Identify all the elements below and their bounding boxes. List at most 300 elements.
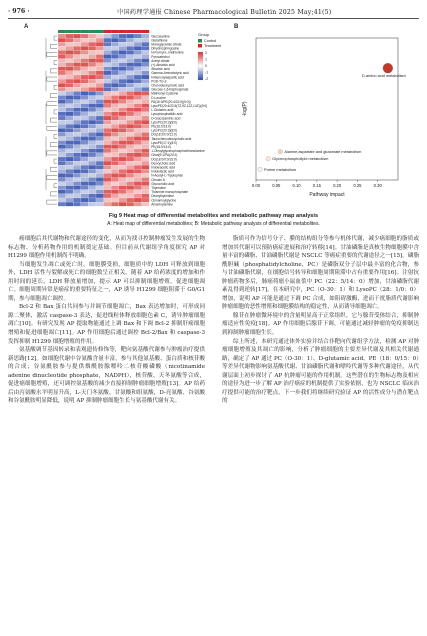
metabolite-label: Indoleacetic acid — [151, 165, 175, 170]
heatmap-cell — [104, 79, 112, 83]
point-label: Alanine,aspartate and glutamate metabolism — [284, 149, 362, 155]
heatmap-cell — [66, 91, 74, 95]
heatmap-cell — [73, 79, 81, 83]
heatmap-cell — [96, 178, 104, 182]
heatmap-cell — [81, 55, 89, 59]
heatmap-cell — [66, 108, 74, 112]
heatmap-cell — [88, 67, 96, 71]
heatmap-cell — [58, 153, 66, 157]
heatmap-cell — [96, 137, 104, 141]
heatmap-cell — [88, 83, 96, 87]
heatmap-cell — [134, 198, 142, 202]
heatmap-cell — [142, 198, 150, 202]
heatmap-cell — [142, 79, 150, 83]
heatmap-cell — [104, 178, 112, 182]
heatmap-cell — [73, 194, 81, 198]
metabolite-label: D-Leucine — [151, 95, 166, 100]
heatmap-cell — [134, 132, 142, 136]
heatmap-cell — [81, 141, 89, 145]
heatmap-cell — [142, 157, 150, 161]
group-bar-cell — [111, 30, 119, 33]
heatmap-cell — [111, 186, 119, 190]
heatmap-cell — [134, 67, 142, 71]
heatmap-cell — [134, 186, 142, 190]
heatmap-cell — [126, 34, 134, 38]
metabolite-label: Citrusin A — [151, 177, 165, 182]
heatmap-cell — [119, 91, 127, 95]
heatmap-cell — [119, 161, 127, 165]
heatmap-cell — [126, 169, 134, 173]
heatmap-cell — [111, 178, 119, 182]
heatmap-cell — [119, 38, 127, 42]
heatmap-cell — [58, 141, 66, 145]
heatmap-cell — [66, 46, 74, 50]
heatmap-cell — [119, 55, 127, 59]
heatmap-cell — [66, 186, 74, 190]
heatmap-cell — [142, 67, 150, 71]
heatmap-cell — [134, 63, 142, 67]
heatmap-cell — [73, 161, 81, 165]
heatmap-cell — [111, 63, 119, 67]
x-tick-label: 0.10 — [292, 183, 301, 188]
legend-swatch — [198, 39, 202, 43]
heatmap-cell — [88, 100, 96, 104]
heatmap-cell — [73, 116, 81, 120]
heatmap-cell — [126, 104, 134, 108]
heatmap-cell — [111, 194, 119, 198]
heatmap-cell — [58, 202, 66, 206]
heatmap-cell — [96, 173, 104, 177]
heatmap-cell — [66, 178, 74, 182]
heatmap-cell — [96, 59, 104, 63]
dendrogram-branch — [50, 93, 57, 97]
heatmap-cell — [58, 42, 66, 46]
metabolite-label: Taurochenodeoxycholic acid — [151, 136, 192, 141]
color-scale-tick: 1 — [205, 57, 207, 62]
heatmap-cell — [81, 46, 89, 50]
heatmap-cell — [81, 153, 89, 157]
heatmap-cell — [81, 132, 89, 136]
heatmap-cell — [142, 173, 150, 177]
heatmap-cell — [66, 145, 74, 149]
heatmap-cell — [126, 132, 134, 136]
heatmap-cell — [96, 75, 104, 79]
heatmap-cell — [111, 128, 119, 132]
heatmap-cell — [73, 75, 81, 79]
heatmap-cell — [119, 202, 127, 206]
heatmap-cell — [81, 116, 89, 120]
heatmap-cell — [111, 149, 119, 153]
heatmap-cell — [81, 96, 89, 100]
heatmap-cell — [126, 161, 134, 165]
heatmap-cell — [119, 194, 127, 198]
heatmap-cell — [96, 157, 104, 161]
heatmap-cell — [142, 128, 150, 132]
heatmap-cell — [96, 67, 104, 71]
heatmap-cell — [96, 153, 104, 157]
heatmap-cell — [88, 137, 96, 141]
group-bar-cell — [119, 30, 127, 33]
metabolite-label: Lysophosphatidic acid — [151, 112, 183, 117]
heatmap-cell — [104, 149, 112, 153]
heatmap-cell — [58, 34, 66, 38]
metabolite-label: Abscisic acid — [151, 67, 170, 72]
heatmap-cell — [126, 182, 134, 186]
dendrogram-branch — [50, 118, 57, 122]
paragraph: 腺苷在肿瘤微环境中的含量明显高于正常组织。它与腺苷受体结合，抑制肿瘤适应性免疫[18]。AP 作用细胞后腺苷下调，可能通过减轻肿瘤的免疫抑制达到抑制肿瘤细胞生长。 — [222, 312, 419, 337]
heatmap-cell — [58, 178, 66, 182]
heatmap-cell — [58, 67, 66, 71]
heatmap-cell — [104, 34, 112, 38]
heatmap-cell — [88, 112, 96, 116]
metabolite-label: Methionyl-Cysteine — [151, 91, 179, 96]
x-tick-label: 0.15 — [312, 183, 321, 188]
heatmap-cell — [81, 124, 89, 128]
dendrogram-branch — [54, 110, 57, 114]
dendrogram-branch — [47, 151, 57, 155]
heatmap-cell — [126, 173, 134, 177]
heatmap-cell — [142, 34, 150, 38]
heatmap-cell — [142, 124, 150, 128]
heatmap-cell — [134, 79, 142, 83]
heatmap-cell — [126, 124, 134, 128]
heatmap-cell — [96, 104, 104, 108]
heatmap-cell — [119, 157, 127, 161]
heatmap-cell — [142, 202, 150, 206]
metabolite-label: N-Formyl-L-methionine — [151, 50, 184, 55]
heatmap-cell — [81, 173, 89, 177]
heatmap-cell — [104, 38, 112, 42]
heatmap-cell — [111, 137, 119, 141]
heatmap-cell — [66, 132, 74, 136]
heatmap-cell — [73, 120, 81, 124]
heatmap-cell — [96, 46, 104, 50]
heatmap-cell — [88, 63, 96, 67]
heatmap-cell — [126, 145, 134, 149]
heatmap-cell — [81, 42, 89, 46]
heatmap-cell — [119, 42, 127, 46]
heatmap-cell — [126, 100, 134, 104]
heatmap-cell — [73, 42, 81, 46]
paragraph: 癌细胞后其代谢物和代谢途径的变化，从而为找寻控制肿瘤发生发展的生物标志物、分析药物作用的机制奠定基础。但目前从代谢组学角度探究 AP 对 H1299 细胞作用机制尚不明确。 — [8, 236, 205, 260]
heatmap-cell — [81, 67, 89, 71]
heatmap-cell — [142, 165, 150, 169]
heatmap-cell — [66, 79, 74, 83]
heatmap-cell — [119, 46, 127, 50]
heatmap-cell — [88, 149, 96, 153]
heatmap-cell — [134, 173, 142, 177]
heatmap-cell — [96, 190, 104, 194]
metabolite-label: DG(18:0/0:0/15:0) — [151, 157, 177, 162]
heatmap-cell — [58, 128, 66, 132]
group-bar-cell — [96, 30, 104, 33]
heatmap-cell — [66, 190, 74, 194]
heatmap-cell — [73, 137, 81, 141]
legend-swatch — [198, 44, 202, 48]
paragraph: 综上所述，本研究通过体外实验并结合非靶向代谢组学方法，检测 AP 对肿瘤细胞增殖及其凋亡的影响，分析了肿瘤细胞的主要差异代谢及其相关代谢通路，确定了 AP 通过 PC（O-30：1）、D-glutamic acid、PE（18：0/15：0）等差异代谢物影响氨基酸代谢、甘油磷脂代谢和嘌呤代谢等多种代谢途径，从代谢层面上初步探讨了 AP 抗肿瘤可能的作用机制。这些潜在的生物标志物及相应的途径为进一步了解 AP 治疗癌症的机制提供了实验依据，也为 NSCLC 临床治疗提供可能的治疗靶点。下一步我们将继续研究验证 AP 的活性成分与潜在靶点的 — [222, 338, 419, 405]
heatmap-cell — [142, 91, 150, 95]
dendrogram-branch — [50, 69, 57, 73]
heatmap-cell — [126, 112, 134, 116]
heatmap-cell — [58, 161, 66, 165]
heatmap-cell — [66, 165, 74, 169]
heatmap-cell — [73, 34, 81, 38]
heatmap-cell — [104, 91, 112, 95]
right-column — [222, 235, 419, 406]
heatmap-cell — [96, 91, 104, 95]
heatmap-cell — [134, 112, 142, 116]
heatmap-cell — [88, 132, 96, 136]
heatmap-cell — [66, 194, 74, 198]
heatmap-cell — [134, 59, 142, 63]
heatmap-cell — [88, 38, 96, 42]
group-bar-cell — [134, 30, 142, 33]
heatmap-cell — [66, 87, 74, 91]
heatmap-cell — [126, 75, 134, 79]
heatmap-cell — [111, 71, 119, 75]
heatmap-cell — [126, 108, 134, 112]
heatmap-cell — [126, 91, 134, 95]
group-bar-cell — [81, 30, 89, 33]
group-bar-cell — [58, 30, 66, 33]
heatmap-cell — [119, 128, 127, 132]
heatmap-cell — [104, 120, 112, 124]
heatmap-cell — [104, 145, 112, 149]
heatmap-cell — [66, 104, 74, 108]
running-header — [8, 4, 419, 19]
heatmap-cell — [104, 55, 112, 59]
metabolite-label: DG(18:2/0:0/12:0) — [151, 132, 177, 137]
heatmap-cell — [58, 83, 66, 87]
heatmap-cell — [142, 116, 150, 120]
heatmap-cell — [81, 190, 89, 194]
heatmap-cell — [73, 67, 81, 71]
paragraph: 当细胞发生凋亡或死亡时，细胞膜受损，细胞质中的 LDH 可释放到细胞外，LDH 活性与裂解或死亡的细胞数呈正相关。随着 AP 给药浓度的增加和作用时间的延长，LDH 释放量增加，提示 AP 可以抑制细胞增殖，促进细胞凋亡。细胞周期异常是癌症的重要特征之一，AP 诱导 H1299 细胞阻滞于 G0/G1 期，参与细胞凋亡调控。 — [8, 261, 205, 302]
heatmap-cell — [81, 75, 89, 79]
heatmap-cell — [134, 169, 142, 173]
heatmap-cell — [142, 120, 150, 124]
heatmap-cell — [126, 141, 134, 145]
heatmap-cell — [58, 112, 66, 116]
metabolite-label: LysoPC(20:3)(8:0) — [151, 120, 178, 125]
heatmap-cell — [73, 153, 81, 157]
heatmap-cell — [81, 38, 89, 42]
heatmap-cell — [73, 178, 81, 182]
heatmap-cell — [96, 87, 104, 91]
heatmap-cell — [66, 124, 74, 128]
heatmap-cell — [88, 128, 96, 132]
heatmap-cell — [119, 198, 127, 202]
x-tick-label: 0.30 — [373, 183, 382, 188]
heatmap-cell — [73, 108, 81, 112]
heatmap-cell — [73, 169, 81, 173]
heatmap-cell — [88, 145, 96, 149]
heatmap-cell — [126, 59, 134, 63]
heatmap-cell — [119, 186, 127, 190]
heatmap-cell — [66, 182, 74, 186]
heatmap-cell — [134, 91, 142, 95]
left-column — [8, 235, 205, 406]
heatmap-cell — [111, 141, 119, 145]
dendrogram-branch — [50, 44, 57, 48]
heatmap-cell — [81, 169, 89, 173]
heatmap-cell — [119, 137, 127, 141]
heatmap-cell — [126, 63, 134, 67]
heatmap-cell — [73, 124, 81, 128]
x-tick-label: 0.25 — [353, 183, 362, 188]
heatmap-cell — [134, 141, 142, 145]
heatmap-cell — [104, 137, 112, 141]
heatmap-cell — [88, 108, 96, 112]
heatmap-cell — [81, 91, 89, 95]
heatmap-cell — [142, 112, 150, 116]
heatmap-cell — [73, 59, 81, 63]
heatmap-cell — [126, 198, 134, 202]
heatmap-cell — [88, 75, 96, 79]
heatmap-cell — [88, 157, 96, 161]
heatmap-cell — [58, 104, 66, 108]
heatmap-cell — [96, 186, 104, 190]
heatmap-cell — [111, 165, 119, 169]
x-tick-label: 0.20 — [333, 183, 342, 188]
color-scale-tick: -2 — [205, 77, 209, 81]
metabolite-label: Deoxythymidine — [151, 194, 174, 199]
heatmap-cell — [66, 75, 74, 79]
pathway-scatter-plot — [238, 30, 408, 210]
heatmap-cell — [96, 124, 104, 128]
heatmap-cell — [96, 116, 104, 120]
heatmap-cell — [81, 161, 89, 165]
heatmap-cell — [111, 67, 119, 71]
heatmap-cell — [111, 42, 119, 46]
heatmap-cell — [66, 96, 74, 100]
figure-caption — [8, 213, 419, 227]
heatmap-cell — [142, 38, 150, 42]
heatmap-cell — [81, 104, 89, 108]
heatmap-cell — [58, 75, 66, 79]
heatmap-cell — [142, 169, 150, 173]
heatmap-cell — [134, 120, 142, 124]
heatmap-cell — [73, 104, 81, 108]
data-point — [278, 149, 282, 153]
heatmap-cell — [96, 169, 104, 173]
heatmap-cell — [142, 75, 150, 79]
metabolite-label: Cinnamoylglycine — [151, 198, 177, 203]
point-label: D-amino acid metabolism — [361, 73, 406, 79]
heatmap-cell — [88, 161, 96, 165]
heatmap-cell — [111, 198, 119, 202]
heatmap-cell — [66, 38, 74, 42]
heatmap-cell — [134, 104, 142, 108]
heatmap-cell — [119, 100, 127, 104]
x-tick-label: 0.05 — [272, 183, 281, 188]
heatmap-cell — [73, 132, 81, 136]
heatmap-cell — [58, 50, 66, 54]
heatmap-cell — [96, 55, 104, 59]
heatmap-cell — [81, 50, 89, 54]
heatmap-cell — [142, 190, 150, 194]
heatmap-cell — [81, 108, 89, 112]
heatmap-cell — [104, 165, 112, 169]
heatmap-cell — [119, 63, 127, 67]
metabolite-label: Deoxycholic acid — [151, 161, 176, 166]
heatmap-cell — [88, 173, 96, 177]
heatmap-cell — [81, 63, 89, 67]
heatmap-cell — [66, 128, 74, 132]
heatmap-cell — [134, 34, 142, 38]
heatmap-cell — [126, 190, 134, 194]
heatmap-cell — [111, 38, 119, 42]
heatmap-cell — [88, 96, 96, 100]
heatmap-cell — [111, 182, 119, 186]
heatmap — [28, 28, 233, 218]
heatmap-cell — [111, 190, 119, 194]
metabolite-label: Glucose-1,6-bisphosphate — [151, 87, 189, 92]
metabolite-label: PGD-TG-3 — [151, 79, 167, 84]
heatmap-cell — [81, 128, 89, 132]
heatmap-cell — [134, 38, 142, 42]
heatmap-cell — [58, 79, 66, 83]
heatmap-cell — [104, 100, 112, 104]
heatmap-cell — [96, 42, 104, 46]
heatmap-cell — [81, 182, 89, 186]
heatmap-cell — [134, 55, 142, 59]
heatmap-cell — [104, 67, 112, 71]
heatmap-cell — [134, 87, 142, 91]
heatmap-cell — [126, 83, 134, 87]
journal-title: 中国药理学通报 Chinese Pharmacological Bulletin 2025 May;41(5) — [117, 8, 332, 16]
heatmap-cell — [58, 182, 66, 186]
heatmap-cell — [66, 67, 74, 71]
heatmap-cell — [142, 71, 150, 75]
metabolite-label: Gamma-Aminobutyric acid — [151, 71, 189, 76]
heatmap-cell — [73, 186, 81, 190]
heatmap-cell — [134, 190, 142, 194]
heatmap-cell — [58, 194, 66, 198]
heatmap-cell — [119, 178, 127, 182]
heatmap-cell — [104, 42, 112, 46]
heatmap-cell — [96, 108, 104, 112]
heatmap-cell — [73, 83, 81, 87]
heatmap-cell — [81, 194, 89, 198]
heatmap-cell — [119, 165, 127, 169]
heatmap-cell — [104, 186, 112, 190]
heatmap-cell — [96, 120, 104, 124]
heatmap-cell — [58, 169, 66, 173]
heatmap-cell — [134, 42, 142, 46]
heatmap-cell — [142, 87, 150, 91]
heatmap-cell — [96, 100, 104, 104]
heatmap-cell — [119, 50, 127, 54]
heatmap-cell — [81, 165, 89, 169]
heatmap-cell — [119, 132, 127, 136]
heatmap-cell — [96, 63, 104, 67]
group-bar-cell — [88, 30, 96, 33]
heatmap-cell — [142, 149, 150, 153]
heatmap-cell — [88, 178, 96, 182]
heatmap-cell — [126, 137, 134, 141]
heatmap-cell — [88, 50, 96, 54]
heatmap-cell — [73, 46, 81, 50]
heatmap-cell — [119, 112, 127, 116]
heatmap-cell — [81, 83, 89, 87]
metabolite-label: Glycocholic acid — [151, 181, 175, 186]
heatmap-cell — [58, 149, 66, 153]
heatmap-cell — [88, 198, 96, 202]
heatmap-cell — [73, 128, 81, 132]
heatmap-cell — [134, 124, 142, 128]
heatmap-cell — [58, 38, 66, 42]
